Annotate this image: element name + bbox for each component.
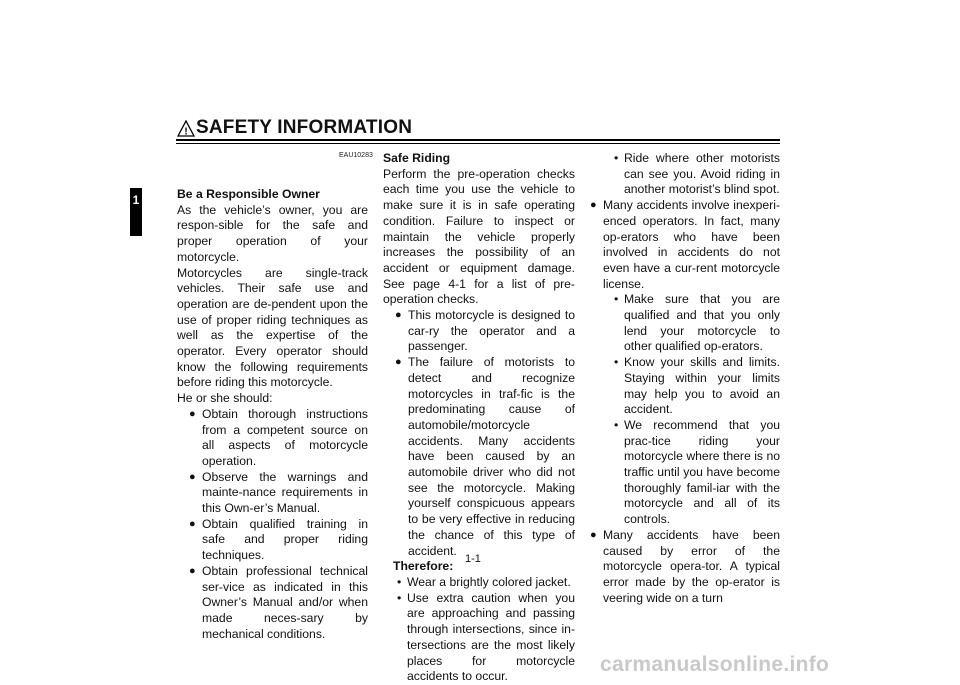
page-number: 1-1 [465,553,481,565]
list-item: ● The failure of motorists to detect and recognize motorcycles in traf-fic is the predominating cause of automobile/motorcycle accidents. Many accidents have been caused by an automobile driver who did not see the motorcycle. Making yourself conspicuous appears to be very effective in reducing the chance of this type of accident. [395,355,575,558]
title-rule-thin [176,143,780,144]
warning-triangle-icon [177,120,195,137]
sub-list-item: • Use extra caution when you are approaching and passing through intersections, since in-tersections are the most likely places for motorcycle accidents to occur. [397,590,575,684]
therefore-label: Therefore: [393,559,454,574]
heading-responsible-owner: Be a Responsible Owner [177,187,320,201]
bullet-dot-icon: ● [395,356,402,369]
sub-list-item: • We recommend that you prac-tice riding your motorcycle where there is no traffic until you have become thoroughly famil-iar with the motorcycle and all of its controls. [614,417,780,527]
sub-list-item: • Wear a brightly colored jacket. [397,574,571,589]
svg-text:!: ! [184,126,188,137]
list-item: ● Many accidents involve inexperi-enced operators. In fact, many op-erators who have been involved in accidents do not even have a cur-rent motorcycle license. [590,198,780,291]
heading-safe-riding: Safe Riding [383,151,451,165]
paragraph: Motorcycles are single-track vehicles. Their safe use and operation are de-pendent upon the use of proper riding techniques as well as the expertise of the operator. Every operator should know the following requirements before riding this motorcycle. [177,265,368,390]
watermark: carmanualsonline.info [600,653,830,676]
list-item: ● Many accidents have been caused by error of the motorcycle opera-tor. A typical error made by the op-erator is veering wide on a turn [590,527,780,605]
bullet-dot-icon: ● [189,517,196,530]
sub-list-item: • Ride where other motorists can see you. Avoid riding in another motorist’s blind spot. [614,151,780,197]
bullet-dot-icon: ● [189,564,196,577]
title-rule [176,139,780,141]
paragraph: He or she should: [177,391,273,406]
paragraph: Perform the pre-operation checks each time you use the vehicle to make sure it is in safe operating condition. Failure to inspect or maintain the vehicle properly increases the possibility of an accident or equipment damage. See page 4-1 for a list of pre-operation checks. [383,166,575,307]
column-1 [177,187,368,642]
sub-list-item: • Make sure that you are qualified and that you only lend your motorcycle to other qualified op-erators. [614,292,780,354]
list-item: ● Obtain professional technical ser-vice as indicated in this Owner’s Manual and/or when made neces-sary by mechanical conditions. [189,563,368,641]
sub-list-item: • Know your skills and limits. Staying within your limits may help you to avoid an accident. [614,355,780,417]
bullet-dot-icon: ● [189,407,196,420]
bullet-dot-icon: ● [395,309,402,322]
column-3 [588,151,780,606]
list-item: ● This motorcycle is designed to car-ry the operator and a passenger. [395,308,575,354]
bullet-dot-icon: ● [590,199,597,212]
bullet-dot-icon: ● [189,470,196,483]
section-code: EAU10283 [339,152,373,159]
list-item: ● Obtain thorough instructions from a competent source on all aspects of motorcycle operation. [189,406,368,468]
list-item: ● Obtain qualified training in safe and proper riding techniques. [189,516,368,563]
list-item: ● Observe the warnings and mainte-nance requirements in this Own-er’s Manual. [189,469,368,516]
bullet-dot-icon: ● [590,528,597,541]
paragraph: As the vehicle’s owner, you are respon-sible for the safe and proper operation of your motorcycle. [177,202,368,264]
chapter-number: 1 [132,193,140,207]
column-2 [383,151,575,685]
page-title: SAFETY INFORMATION [196,117,413,138]
